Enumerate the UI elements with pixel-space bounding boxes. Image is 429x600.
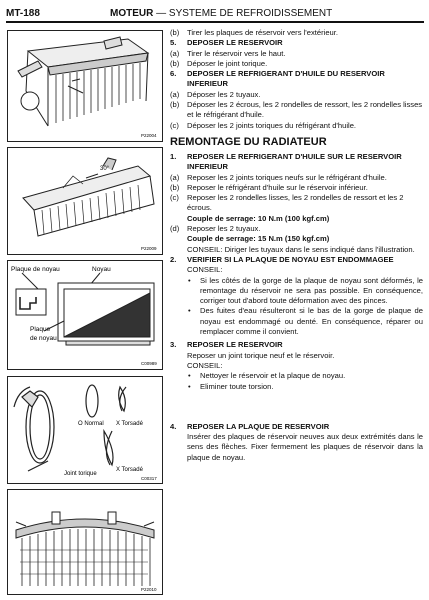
label-torsade-2: X Torsadé	[116, 467, 143, 473]
conseil-2: CONSEIL:	[187, 265, 223, 275]
conseil-3: CONSEIL:	[187, 360, 223, 370]
label-de-noyau: de noyau	[30, 335, 57, 342]
figure-radiator-angle	[7, 147, 163, 255]
figure-core-plate	[7, 260, 163, 370]
step-b-pull-plates: (b) Tirer les plaques de réservoir vers l'extérieur.	[170, 28, 338, 37]
label-noyau: Noyau	[92, 266, 111, 273]
page-number: MT-188	[6, 8, 40, 19]
section-title: MOTEUR — SYSTEME DE REFROIDISSEMENT	[110, 8, 333, 19]
angle-label: 30°	[100, 166, 110, 172]
label-plaque: Plaque	[30, 326, 51, 333]
label-torsade-1: X Torsadé	[116, 421, 143, 427]
step-r1b: (b) Reposer le réfrigérant d'huile sur le réservoir inférieur.	[170, 182, 368, 192]
torque-spec-2: Couple de serrage: 15 N.m (150 kgf.cm)	[187, 234, 330, 244]
step-r1d: (d) Reposer les 2 tuyaux.	[170, 224, 261, 234]
figure-code: C00989	[141, 361, 157, 366]
step-6a: (a) Déposer les 2 tuyaux.	[170, 89, 261, 99]
step-r2: 2. VERIFIER SI LA PLAQUE DE NOYAU EST ENDOMMAGEE	[170, 254, 394, 264]
header-rule	[6, 21, 424, 23]
step-6b: (b) Déposer les 2 écrous, les 2 rondelles de ressort, les 2 rondelles lisses et le réfrigérant d'huile.	[170, 100, 423, 120]
figure-tank-plate-install	[7, 489, 163, 595]
label-plaque-de-noyau: Plaque de noyau	[11, 266, 60, 273]
bullet-4: • Eliminer toute torsion.	[188, 381, 274, 391]
bullet-1: • Si les côtés de la gorge de la plaque de noyau sont déformés, le remontage du réservoir ne sera pas possible. En conséquence, corriger tout d'abord toute déformation avec des pinces.	[188, 275, 423, 306]
step-r1c: (c) Reposer les 2 rondelles lisses, les 2 rondelles de ressort et les 2 écrous.	[170, 193, 404, 213]
o-ring-illustration	[8, 377, 162, 483]
figure-code: P22009	[141, 246, 157, 251]
core-plate-illustration	[8, 261, 162, 369]
bullet-3: • Nettoyer le réservoir et la plaque de noyau.	[188, 371, 346, 381]
step-5b: (b) Déposer le joint torique.	[170, 58, 268, 68]
figure-code: P22010	[141, 587, 157, 592]
torque-spec-1: Couple de serrage: 10 N.m (100 kgf.cm)	[187, 213, 330, 223]
radiator-illustration-1	[8, 31, 162, 141]
bullet-2: • Des fuites d'eau résulteront si le bas de la gorge de plaque de noyau est endommagé ou denté. En conséquence, réparer ou remplacer comme il convient.	[188, 306, 423, 337]
step-r1: 1. REPOSER LE REFRIGERANT D'HUILE SUR LE RESERVOIR INFERIEUR	[170, 151, 402, 172]
step-5a: (a) Tirer le réservoir vers le haut.	[170, 48, 286, 58]
figure-o-ring-twist	[7, 376, 163, 484]
label-normal: O Normal	[78, 421, 104, 427]
label-joint-torique: Joint torique	[64, 471, 97, 477]
step-6-remove-oil-cooler: 6. DEPOSER LE REFRIGERANT D'HUILE DU RESERVOIR INFERIEUR	[170, 69, 385, 89]
conseil-1: CONSEIL: Diriger les tuyaux dans le sens indiqué dans l'illustration.	[187, 244, 415, 254]
figure-code: C00317	[141, 476, 157, 481]
tank-plate-illustration	[8, 490, 162, 594]
step-r3-text: Reposer un joint torique neuf et le réservoir.	[187, 350, 335, 360]
step-r4: 4. REPOSER LA PLAQUE DE RESERVOIR	[170, 421, 330, 431]
step-6c: (c) Déposer les 2 joints toriques du réfrigérant d'huile.	[170, 120, 357, 130]
step-r1a: (a) Reposer les 2 joints toriques neufs sur le réfrigérant d'huile.	[170, 172, 387, 182]
radiator-illustration-2	[8, 148, 162, 254]
section-heading: REMONTAGE DU RADIATEUR	[170, 135, 327, 148]
figure-tank-plate-removal	[7, 30, 163, 142]
instructions-column	[170, 28, 423, 463]
figure-code: P22004	[141, 133, 157, 138]
step-5-remove-tank: 5. DEPOSER LE RESERVOIR	[170, 38, 283, 48]
step-r4-text: Insérer des plaques de réservoir neuves aux deux extrémités dans le sens des flèches. Fixer fermement les plaques de réservoir dans la plaque de noyau.	[187, 432, 423, 462]
step-r3: 3. REPOSER LE RESERVOIR	[170, 340, 283, 350]
